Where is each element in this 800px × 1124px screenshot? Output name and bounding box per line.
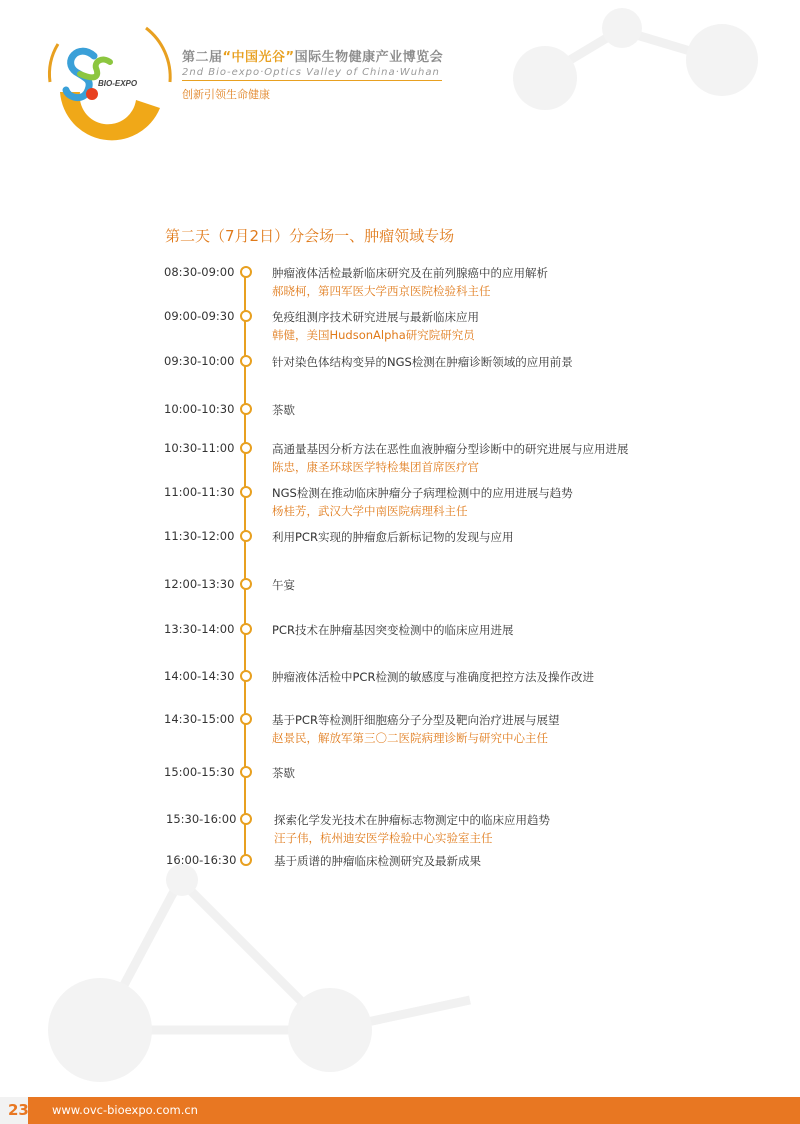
header-divider <box>182 80 442 81</box>
session-time: 11:30-12:00 <box>164 529 235 543</box>
timeline-dot-icon <box>240 766 252 778</box>
timeline-dot-icon <box>240 266 252 278</box>
session-time: 10:30-11:00 <box>164 441 235 455</box>
session-time: 09:30-10:00 <box>164 354 235 368</box>
session-topic: 午宴 <box>272 578 295 592</box>
session-topic: 肿瘤液体活检最新临床研究及在前列腺癌中的应用解析 <box>272 266 548 280</box>
expo-title-prefix: 第二届 <box>182 50 223 65</box>
timeline-dot-icon <box>240 310 252 322</box>
timeline-dot-icon <box>240 713 252 725</box>
session-time: 14:30-15:00 <box>164 712 235 726</box>
session-topic: PCR技术在肿瘤基因突变检测中的临床应用进展 <box>272 623 514 637</box>
session-speaker: 韩健，美国HudsonAlpha研究院研究员 <box>272 328 475 342</box>
session-speaker: 杨桂芳，武汉大学中南医院病理科主任 <box>272 504 468 518</box>
section-title: 第二天（7月2日）分会场一、肿瘤领域专场 <box>165 227 455 245</box>
session-topic: 茶歇 <box>272 403 295 417</box>
timeline-dot-icon <box>240 442 252 454</box>
session-topic: 肿瘤液体活检中PCR检测的敏感度与准确度把控方法及操作改进 <box>272 670 594 684</box>
session-time: 16:00-16:30 <box>166 853 237 867</box>
session-topic: 免疫组测序技术研究进展与最新临床应用 <box>272 310 479 324</box>
session-speaker: 赵景民，解放军第三〇二医院病理诊断与研究中心主任 <box>272 731 548 745</box>
session-speaker: 郝晓柯，第四军医大学西京医院检验科主任 <box>272 284 491 298</box>
session-time: 13:30-14:00 <box>164 622 235 636</box>
expo-title-accent: “中国光谷” <box>222 50 295 65</box>
session-topic: 利用PCR实现的肿瘤愈后新标记物的发现与应用 <box>272 530 514 544</box>
timeline-dot-icon <box>240 854 252 866</box>
svg-text:BIO-EXPO: BIO-EXPO <box>98 79 138 88</box>
session-time: 12:00-13:30 <box>164 577 235 591</box>
timeline-dot-icon <box>240 623 252 635</box>
session-time: 11:00-11:30 <box>164 485 235 499</box>
timeline-dot-icon <box>240 486 252 498</box>
expo-title-suffix: 国际生物健康产业博览会 <box>294 50 444 65</box>
session-time: 14:00-14:30 <box>164 669 235 683</box>
timeline-dot-icon <box>240 670 252 682</box>
expo-slogan: 创新引领生命健康 <box>182 88 270 101</box>
session-time: 15:30-16:00 <box>166 812 237 826</box>
session-time: 08:30-09:00 <box>164 265 235 279</box>
session-topic: 针对染色体结构变异的NGS检测在肿瘤诊断领域的应用前景 <box>272 355 573 369</box>
timeline-dot-icon <box>240 403 252 415</box>
bio-expo-logo <box>40 22 180 142</box>
session-topic: 探索化学发光技术在肿瘤标志物测定中的临床应用趋势 <box>274 813 550 827</box>
session-time: 09:00-09:30 <box>164 309 235 323</box>
timeline-dot-icon <box>240 530 252 542</box>
page-number: 23 <box>8 1101 29 1119</box>
session-speaker: 汪子伟，杭州迪安医学检验中心实验室主任 <box>274 831 493 845</box>
session-topic: 茶歇 <box>272 766 295 780</box>
timeline-dot-icon <box>240 578 252 590</box>
session-topic: 高通量基因分析方法在恶性血液肿瘤分型诊断中的研究进展与应用进展 <box>272 442 629 456</box>
session-topic: NGS检测在推动临床肿瘤分子病理检测中的应用进展与趋势 <box>272 486 573 500</box>
footer-website-link[interactable]: www.ovc-bioexpo.com.cn <box>52 1103 198 1117</box>
expo-title <box>182 46 443 65</box>
timeline-dot-icon <box>240 355 252 367</box>
session-topic: 基于PCR等检测肝细胞癌分子分型及靶向治疗进展与展望 <box>272 713 560 727</box>
header-text-block <box>182 46 443 78</box>
session-speaker: 陈忠，康圣环球医学特检集团首席医疗官 <box>272 460 479 474</box>
session-topic: 基于质谱的肿瘤临床检测研究及最新成果 <box>274 854 481 868</box>
session-time: 15:00-15:30 <box>164 765 235 779</box>
session-time: 10:00-10:30 <box>164 402 235 416</box>
expo-subtitle: 2nd Bio-expo·Optics Valley of China·Wuhan <box>182 67 440 78</box>
timeline-dot-icon <box>240 813 252 825</box>
